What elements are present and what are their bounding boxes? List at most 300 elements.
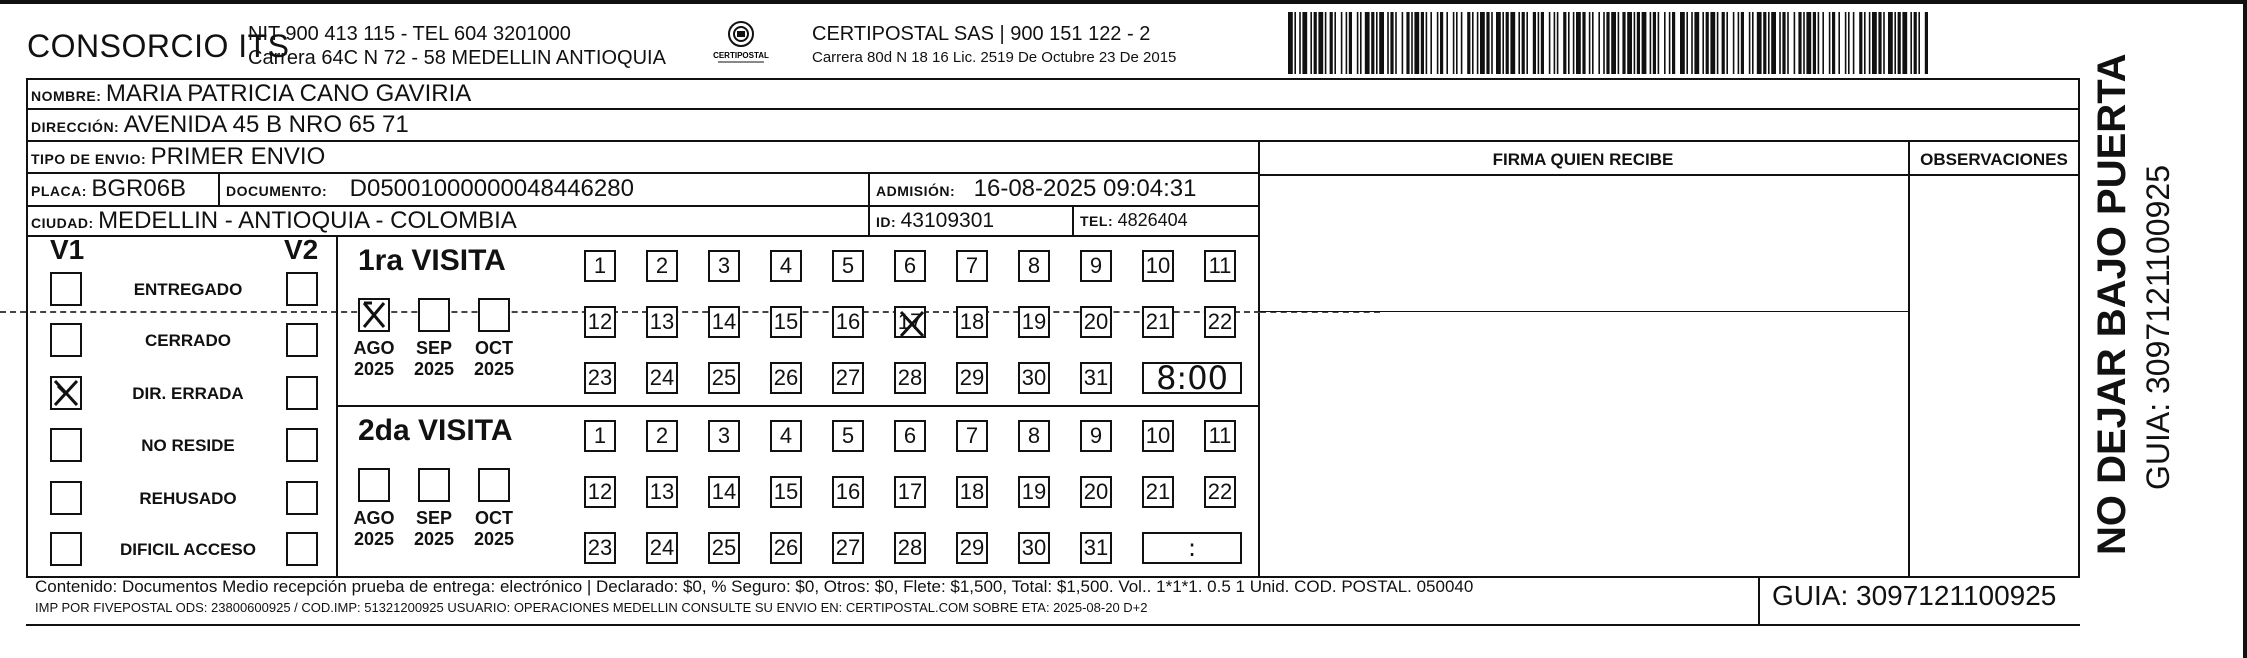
company-name: CONSORCIO ITS: [27, 28, 290, 64]
month-name: OCT: [475, 338, 513, 358]
day-box[interactable]: 21: [1142, 306, 1174, 338]
barcode-bar: [1717, 12, 1719, 74]
day-box[interactable]: 16: [832, 476, 864, 508]
barcode-bar: [1672, 12, 1675, 74]
day-box[interactable]: 1: [584, 420, 616, 452]
day-box[interactable]: 10: [1142, 420, 1174, 452]
day-box[interactable]: 27: [832, 362, 864, 394]
barcode-bar: [1918, 12, 1920, 74]
observaciones-header: OBSERVACIONES: [1920, 150, 2068, 169]
barcode-bar: [1446, 12, 1448, 74]
barcode-bar: [1642, 12, 1647, 74]
day-box[interactable]: 24: [646, 532, 678, 564]
checkmark-x-icon: [896, 308, 928, 340]
barcode-bar: [1627, 12, 1632, 74]
day-box[interactable]: 31: [1080, 532, 1112, 564]
barcode-bar: [1318, 12, 1323, 74]
barcode-bar: [1294, 12, 1296, 74]
tipo-envio-value: PRIMER ENVIO: [150, 143, 326, 170]
barcode-bar: [1472, 12, 1474, 74]
barcode-bar: [1522, 12, 1525, 74]
status-v2-checkbox[interactable]: [286, 323, 318, 357]
barcode-bar: [1538, 12, 1540, 74]
documento-label: DOCUMENTO:: [226, 183, 328, 199]
barcode-bar: [1395, 12, 1397, 74]
barcode-bar: [1480, 12, 1485, 74]
barcode-bar: [1533, 12, 1536, 74]
barcode-bar: [1496, 12, 1501, 74]
barcode-bar: [1568, 12, 1570, 74]
barcode-bar: [1437, 12, 1439, 74]
footer-bottom-line: [26, 624, 2080, 626]
barcode-bar: [1502, 12, 1504, 74]
admision-label: ADMISIÓN:: [876, 183, 956, 199]
barcode-bar: [1787, 12, 1789, 74]
day-box[interactable]: 4: [770, 420, 802, 452]
carrier-name: CERTIPOSTAL SAS | 900 151 122 - 2: [812, 23, 1151, 45]
barcode: [1288, 12, 1930, 74]
day-box[interactable]: 14: [708, 476, 740, 508]
day-box[interactable]: 8: [1018, 250, 1050, 282]
barcode-bar: [1898, 12, 1901, 74]
status-v2-checkbox[interactable]: [286, 532, 318, 566]
day-box[interactable]: 17: [894, 306, 926, 338]
barcode-bar: [1477, 12, 1479, 74]
time-box[interactable]: :: [1142, 532, 1242, 564]
barcode-bar: [1486, 12, 1489, 74]
company-address: Carrera 64C N 72 - 58 MEDELLIN ANTIOQUIA: [248, 47, 666, 69]
barcode-bar: [1752, 12, 1754, 74]
barcode-bar: [1710, 12, 1715, 74]
day-box[interactable]: 3: [708, 250, 740, 282]
barcode-bar: [1832, 12, 1835, 74]
barcode-bar: [1798, 12, 1801, 74]
barcode-bar: [1402, 12, 1404, 74]
barcode-bar: [1829, 12, 1831, 74]
barcode-bar: [1456, 12, 1458, 74]
day-box[interactable]: 5: [832, 250, 864, 282]
checkmark-x-icon: [52, 378, 80, 408]
status-option-label: DIFICIL ACCESO: [119, 540, 256, 559]
barcode-bar: [1491, 12, 1493, 74]
day-box[interactable]: 29: [956, 362, 988, 394]
status-v2-checkbox[interactable]: [286, 428, 318, 462]
month-label: [344, 338, 404, 380]
barcode-bar: [1467, 12, 1470, 74]
barcode-bar: [1461, 12, 1463, 74]
barcode-bar: [1360, 12, 1362, 74]
ciudad-row: [31, 207, 517, 235]
day-box[interactable]: 22: [1204, 306, 1236, 338]
time-box[interactable]: 8:00: [1142, 362, 1242, 394]
day-box[interactable]: 2: [646, 420, 678, 452]
checkmark-x-icon: [360, 300, 388, 330]
placa-row: [31, 175, 186, 203]
barcode-bar: [1722, 12, 1725, 74]
month-checkbox[interactable]: [418, 298, 450, 332]
tel-value: 4826404: [1117, 210, 1188, 230]
barcode-bar: [1894, 12, 1896, 74]
nombre-row: [31, 80, 471, 108]
day-box[interactable]: 1: [584, 250, 616, 282]
month-label: [404, 508, 464, 550]
barcode-bar: [1506, 12, 1509, 74]
barcode-bar: [1738, 12, 1740, 74]
day-box[interactable]: 11: [1204, 420, 1236, 452]
tipo-envio-row: [31, 143, 325, 171]
status-v2-checkbox[interactable]: [286, 272, 318, 306]
day-box[interactable]: 7: [956, 420, 988, 452]
id-row: [876, 209, 994, 233]
day-box[interactable]: 23: [584, 532, 616, 564]
status-v2-checkbox[interactable]: [286, 376, 318, 410]
firma-header: FIRMA QUIEN RECIBE: [1492, 150, 1674, 169]
firma-left-line: [1258, 140, 1260, 576]
barcode-bar: [1749, 12, 1751, 74]
day-box[interactable]: 8: [1018, 420, 1050, 452]
frame-left-line: [26, 78, 28, 578]
barcode-bar: [1622, 12, 1625, 74]
barcode-bar: [1414, 12, 1419, 74]
barcode-bar: [1334, 12, 1336, 74]
status-v1-checkbox[interactable]: [50, 532, 82, 566]
placa-label: PLACA:: [31, 183, 87, 199]
barcode-bar: [1365, 12, 1370, 74]
barcode-bar: [1310, 12, 1312, 74]
day-box[interactable]: 31: [1080, 362, 1112, 394]
barcode-bar: [1611, 12, 1616, 74]
status-option-label: ENTREGADO: [133, 280, 243, 299]
barcode-bar: [1706, 12, 1709, 74]
barcode-bar: [1694, 12, 1699, 74]
status-option-label: NO RESIDE: [141, 436, 235, 455]
day-box[interactable]: 26: [770, 362, 802, 394]
company-info: [248, 22, 666, 70]
nombre-value: MARIA PATRICIA CANO GAVIRIA: [105, 80, 472, 107]
barcode-bar: [1606, 12, 1609, 74]
day-box[interactable]: 15: [770, 476, 802, 508]
barcode-bar: [1768, 12, 1770, 74]
month-checkbox[interactable]: [358, 468, 390, 502]
sheet-top-edge: [0, 0, 2247, 4]
barcode-bar: [1582, 12, 1585, 74]
carrier-address: Carrera 80d N 18 16 Lic. 2519 De Octubre 23 De 2015: [812, 49, 1177, 66]
month-name: SEP: [415, 508, 453, 528]
day-box[interactable]: 5: [832, 420, 864, 452]
v2-label: V2: [284, 234, 319, 265]
day-box[interactable]: 30: [1018, 362, 1050, 394]
month-name: AGO: [353, 338, 395, 358]
barcode-bar: [1325, 12, 1327, 74]
barcode-bar: [1376, 12, 1378, 74]
barcode-bar: [1302, 12, 1307, 74]
footer-guia: GUIA: 3097121100925: [1772, 580, 2057, 611]
admision-divider: [868, 172, 870, 235]
barcode-bar: [1426, 12, 1428, 74]
day-box[interactable]: 25: [708, 532, 740, 564]
day-box[interactable]: 30: [1018, 532, 1050, 564]
direccion-value: AVENIDA 45 B NRO 65 71: [123, 111, 409, 138]
day-box[interactable]: 20: [1080, 306, 1112, 338]
day-box[interactable]: 16: [832, 306, 864, 338]
barcode-bar: [1549, 12, 1551, 74]
month-checkbox[interactable]: [418, 468, 450, 502]
day-box[interactable]: 19: [1018, 476, 1050, 508]
barcode-bar: [1637, 12, 1640, 74]
month-label: [464, 338, 524, 380]
barcode-bar: [1576, 12, 1581, 74]
barcode-bar: [1859, 12, 1862, 74]
barcode-bar: [1421, 12, 1424, 74]
day-box[interactable]: 4: [770, 250, 802, 282]
month-checkbox[interactable]: [478, 298, 510, 332]
barcode-bar: [1702, 12, 1704, 74]
day-box[interactable]: 28: [894, 362, 926, 394]
barcode-bar: [1518, 12, 1520, 74]
barcode-bar: [1554, 12, 1556, 74]
month-label: [464, 508, 524, 550]
barcode-bar: [1910, 12, 1912, 74]
day-box[interactable]: 9: [1080, 420, 1112, 452]
barcode-bar: [1453, 12, 1455, 74]
day-box[interactable]: 28: [894, 532, 926, 564]
tel-divider: [1072, 205, 1074, 235]
day-box[interactable]: 27: [832, 532, 864, 564]
status-v2-checkbox[interactable]: [286, 481, 318, 515]
barcode-bar: [1779, 12, 1781, 74]
company-nit: NIT 900 413 115 - TEL 604 3201000: [248, 23, 571, 45]
barcode-bar: [1691, 12, 1693, 74]
admision-row: [876, 175, 1196, 203]
barcode-bar: [1541, 12, 1544, 74]
ciudad-label: CIUDAD:: [31, 215, 94, 231]
day-box[interactable]: 26: [770, 532, 802, 564]
status-option-label: CERRADO: [145, 331, 231, 350]
id-label: ID:: [876, 214, 897, 230]
visit-title: 1ra VISITA: [358, 244, 506, 277]
carrier-info: [812, 22, 1176, 70]
status-option-label: REHUSADO: [139, 489, 237, 508]
v1-label: V1: [50, 234, 85, 265]
barcode-bar: [1733, 12, 1735, 74]
status-v1-checkbox[interactable]: [50, 272, 82, 306]
logo-text: CERTIPOSTAL: [713, 51, 769, 60]
row-line: [26, 235, 1260, 237]
month-year: 2025: [473, 359, 515, 379]
barcode-bar: [1818, 12, 1820, 74]
barcode-bar: [1757, 12, 1762, 74]
barcode-bar: [1650, 12, 1652, 74]
barcode-bar: [1864, 12, 1866, 74]
barcode-bar: [1387, 12, 1389, 74]
day-box[interactable]: 11: [1204, 250, 1236, 282]
footer-contenido: Contenido: Documentos Medio recepción prueba de entrega: electrónico | Declarado: $0, % Seguro: $0, Otros: $0, Flete: $1,500, Total: $1,500. Vol.. 1*1*1. 0.5 1 Unid. COD. POSTAL. 050040: [35, 577, 1474, 596]
placa-divider: [218, 172, 220, 205]
day-box[interactable]: 12: [584, 306, 616, 338]
footer-imp: IMP POR FIVEPOSTAL ODS: 23800600925 / COD.IMP: 51321200925 USUARIO: OPERACIONES MEDELLIN CONSULTE SU ENVIO EN: CERTIPOSTAL.COM SOBRE ETA: 2025-08-20 D+2: [35, 600, 1148, 615]
day-box[interactable]: 6: [894, 250, 926, 282]
barcode-bar: [1603, 12, 1605, 74]
barcode-bar: [1598, 12, 1600, 74]
barcode-bar: [1349, 12, 1352, 74]
barcode-bar: [1845, 12, 1847, 74]
visit-title: 2da VISITA: [358, 414, 513, 447]
barcode-bar: [1299, 12, 1301, 74]
barcode-bar: [1330, 12, 1333, 74]
month-year: 2025: [413, 359, 455, 379]
barcode-bar: [1406, 12, 1409, 74]
status-v1-checkbox[interactable]: [50, 323, 82, 357]
nombre-label: NOMBRE:: [31, 88, 102, 104]
placa-value: BGR06B: [91, 175, 187, 202]
month-year: 2025: [473, 529, 515, 549]
barcode-bar: [1288, 12, 1293, 74]
barcode-bar: [1658, 12, 1660, 74]
row-line: [26, 172, 1260, 174]
barcode-bar: [1771, 12, 1776, 74]
tel-row: [1080, 210, 1188, 231]
frame-right-line: [2078, 78, 2080, 578]
day-box[interactable]: 14: [708, 306, 740, 338]
barcode-bar: [1411, 12, 1413, 74]
barcode-bar: [1526, 12, 1528, 74]
barcode-bar: [1888, 12, 1893, 74]
day-box[interactable]: 6: [894, 420, 926, 452]
barcode-bar: [1653, 12, 1656, 74]
direccion-row: [31, 111, 409, 139]
observaciones-left-line: [1908, 140, 1910, 576]
day-box[interactable]: 7: [956, 250, 988, 282]
barcode-bar: [1803, 12, 1805, 74]
barcode-bar: [1680, 12, 1685, 74]
barcode-bar: [1869, 12, 1871, 74]
day-box[interactable]: 21: [1142, 476, 1174, 508]
documento-row: [226, 175, 634, 203]
firma-divider: [1258, 311, 1908, 312]
barcode-bar: [1573, 12, 1575, 74]
row-line: [26, 108, 2080, 110]
direccion-label: DIRECCIÓN:: [31, 119, 120, 135]
day-box[interactable]: 17: [894, 476, 926, 508]
day-box[interactable]: 29: [956, 532, 988, 564]
barcode-bar: [1440, 12, 1443, 74]
sheet-right-edge: [2243, 0, 2247, 658]
barcode-bar: [1848, 12, 1850, 74]
barcode-bar: [1371, 12, 1374, 74]
day-box[interactable]: 13: [646, 476, 678, 508]
status-v1-checkbox[interactable]: [50, 428, 82, 462]
day-box[interactable]: 23: [584, 362, 616, 394]
day-box[interactable]: 18: [956, 306, 988, 338]
barcode-bar: [1618, 12, 1620, 74]
barcode-bar: [1357, 12, 1359, 74]
month-year: 2025: [413, 529, 455, 549]
month-checkbox[interactable]: [478, 468, 510, 502]
ciudad-value: MEDELLIN - ANTIOQUIA - COLOMBIA: [98, 207, 517, 234]
barcode-bar: [1379, 12, 1384, 74]
day-box[interactable]: 22: [1204, 476, 1236, 508]
admision-value: 16-08-2025 09:04:31: [973, 175, 1197, 202]
fold-line: [0, 311, 1260, 313]
row-line: [26, 140, 2080, 142]
barcode-bar: [1557, 12, 1559, 74]
barcode-bar: [1883, 12, 1885, 74]
barcode-bar: [1914, 12, 1917, 74]
day-box[interactable]: 9: [1080, 250, 1112, 282]
day-box[interactable]: 13: [646, 306, 678, 338]
status-v1-checkbox[interactable]: [50, 481, 82, 515]
row-line: [1258, 174, 2080, 176]
visits-divider: [336, 405, 1260, 407]
certipostal-logo: [708, 18, 774, 68]
tipo-envio-label: TIPO DE ENVIO:: [31, 151, 147, 167]
month-name: OCT: [475, 508, 513, 528]
guia-divider: [1758, 576, 1760, 624]
barcode-bar: [1902, 12, 1907, 74]
day-box[interactable]: 15: [770, 306, 802, 338]
barcode-bar: [1430, 12, 1432, 74]
month-label: [344, 508, 404, 550]
barcode-bar: [1592, 12, 1594, 74]
day-box[interactable]: 2: [646, 250, 678, 282]
status-option-label: DIR. ERRADA: [132, 384, 244, 403]
barcode-bar: [1782, 12, 1785, 74]
barcode-bar: [1806, 12, 1811, 74]
barcode-bar: [1794, 12, 1796, 74]
barcode-bar: [1589, 12, 1591, 74]
barcode-bar: [1314, 12, 1317, 74]
tel-label: TEL:: [1080, 213, 1114, 229]
documento-value: D05001000000048446280: [349, 175, 634, 202]
barcode-bar: [1346, 12, 1348, 74]
barcode-bar: [1872, 12, 1877, 74]
month-year: 2025: [353, 359, 395, 379]
day-box[interactable]: 25: [708, 362, 740, 394]
month-label: [404, 338, 464, 380]
day-box[interactable]: 10: [1142, 250, 1174, 282]
barcode-bar: [1686, 12, 1688, 74]
barcode-bar: [1925, 12, 1928, 74]
month-checkbox[interactable]: [358, 298, 390, 332]
barcode-bar: [1726, 12, 1728, 74]
barcode-bar: [1669, 12, 1671, 74]
barcode-bar: [1878, 12, 1881, 74]
barcode-bar: [1822, 12, 1824, 74]
id-value: 43109301: [900, 209, 995, 232]
side-warning: NO DEJAR BAJO PUERTA: [2090, 53, 2134, 555]
day-box[interactable]: 19: [1018, 306, 1050, 338]
month-year: 2025: [353, 529, 395, 549]
barcode-bar: [1664, 12, 1666, 74]
status-v1-checkbox[interactable]: [50, 376, 82, 410]
day-box[interactable]: 12: [584, 476, 616, 508]
month-name: AGO: [353, 508, 395, 528]
barcode-bar: [1390, 12, 1393, 74]
barcode-bar: [1853, 12, 1855, 74]
day-box[interactable]: 24: [646, 362, 678, 394]
barcode-bar: [1763, 12, 1766, 74]
barcode-bar: [1741, 12, 1744, 74]
barcode-bar: [1813, 12, 1816, 74]
barcode-bar: [1563, 12, 1566, 74]
day-box[interactable]: 3: [708, 420, 740, 452]
day-box[interactable]: 20: [1080, 476, 1112, 508]
barcode-bar: [1341, 12, 1343, 74]
side-guia: GUIA: 3097121100925: [2140, 165, 2176, 490]
barcode-bar: [1634, 12, 1636, 74]
barcode-bar: [1838, 12, 1840, 74]
day-box[interactable]: 18: [956, 476, 988, 508]
